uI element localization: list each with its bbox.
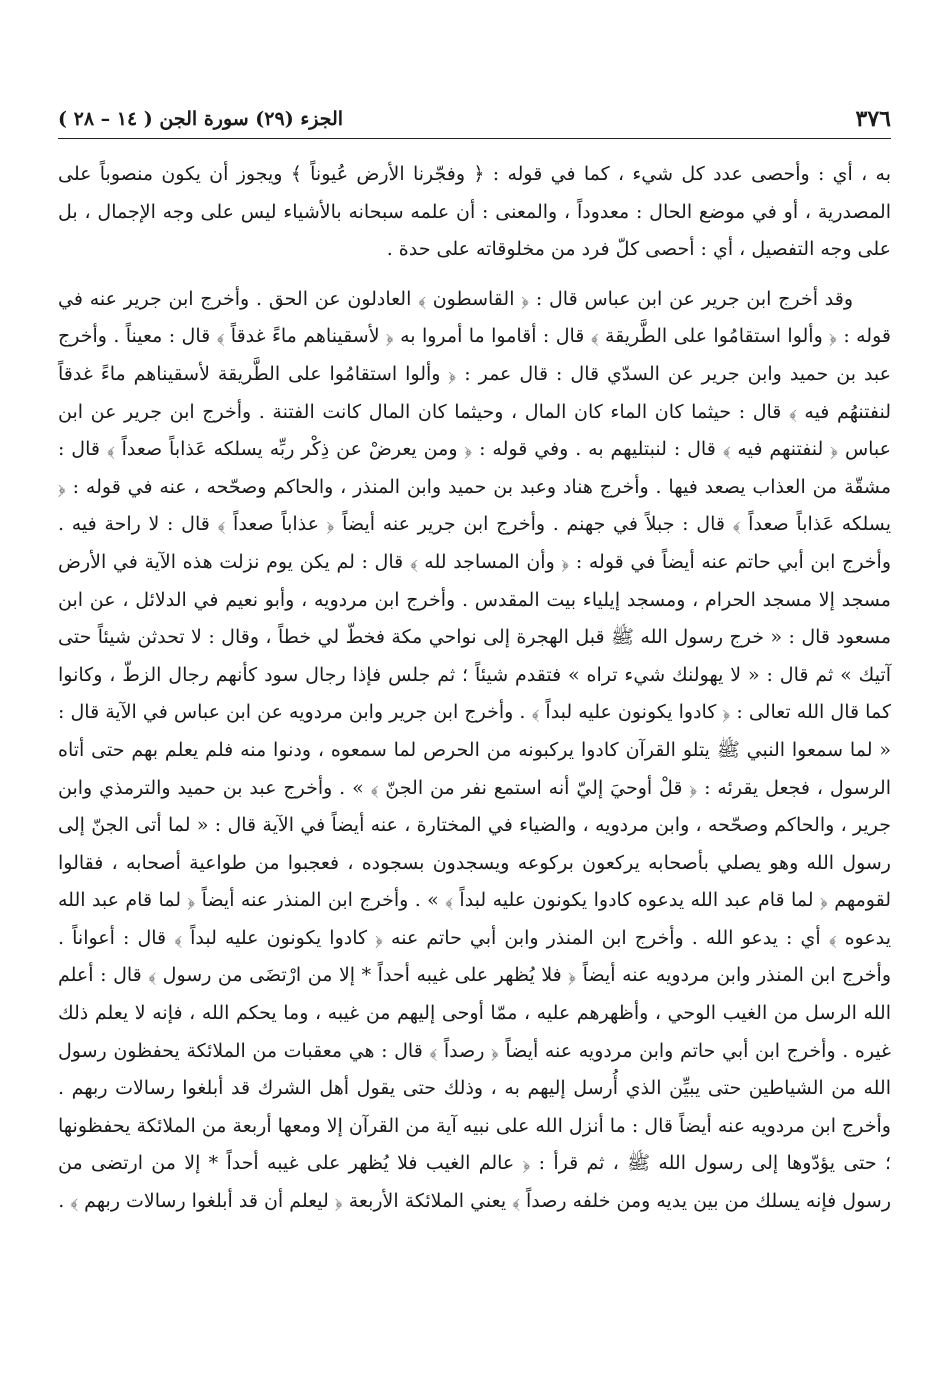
paragraph-2: وقد أخرج ابن جرير عن ابن عباس قال : ﴿ القاسطون ﴾ العادلون عن الحق . وأخرج ابن جرير عنه في قوله : ﴿ وألوا استقامُوا على الطَّريقة ﴾ قال : أقاموا ما أمروا به ﴿ لأسقيناهم ماءً غدقاً ﴾ قال : معيناً . وأخرج عبد بن حميد وابن جرير عن السدّي قال : قال عمر : ﴿ وألوا استقامُوا على الطَّريقة لأسقيناهم ماءً غدقاً لنفتنهُم فيه ﴾ قال : حيثما كان الماء كان المال ، وحيثما كان المال كانت الفتنة . وأخرج ابن جرير عن ابن عباس ﴿ لنفتنهم فيه ﴾ قال : لنبتليهم به . وفي قوله : ﴿ ومن يعرضْ عن ذِكْر ربِّه يسلكه عَذاباً صعداً ﴾ قال : مشقّة من العذاب يصعد فيها . وأخرج هناد وعبد بن حميد وابن المنذر ، والحاكم وصحّحه ، عنه في قوله : ﴿ يسلكه عَذاباً صعداً ﴾ قال : جبلاً في جهنم . وأخرج ابن جرير عنه أيضاً ﴿ عذاباً صعداً ﴾ قال : لا راحة فيه . وأخرج ابن أبي حاتم عنه أيضاً في قوله : ﴿ وأن المساجد لله ﴾ قال : لم يكن يوم نزلت هذه الآية في الأرض مسجد إلا مسجد الحرام ، ومسجد إيلياء بيت المقدس . وأخرج ابن مردويه ، وأبو نعيم في الدلائل ، عن ابن مسعود قال : « خرج رسول الله ﷺ قبل الهجرة إلى نواحي مكة فخطّ لي خطاً ، وقال : لا تحدثن شيئاً حتى آتيك » ثم قال : « لا يهولنك شيء تراه » فتقدم شيئاً ؛ ثم جلس فإذا رجال سود كأنهم رجال الزطّ ، وكانوا كما قال الله تعالى : ﴿ كادوا يكونون عليه لبداً ﴾ . وأخرج ابن جرير وابن مردويه عن ابن عباس في الآية قال : « لما سمعوا النبي ﷺ يتلو القرآن كادوا يركبونه من الحرص لما سمعوه ، ودنوا منه فلم يعلم بهم حتى أتاه الرسول ، فجعل يقرئه : ﴿ قلْ أوحيَ إليّ أنه استمع نفر من الجنّ ﴾ » . وأخرج عبد بن حميد والترمذي وابن جرير ، والحاكم وصحّحه ، وابن مردويه ، والضياء في المختارة ، عنه أيضاً في الآية قال : « لما أتى الجنّ إلى رسول الله وهو يصلي بأصحابه يركعون بركوعه ويسجدون بسجوده ، فعجبوا من طواعية أصحابه ، فقالوا لقومهم ﴿ لما قام عبد الله يدعوه كادوا يكونون عليه لبداً ﴾ » . وأخرج ابن المنذر عنه أيضاً ﴿ لما قام عبد الله يدعوه ﴾ أي : يدعو الله . وأخرج ابن المنذر وابن أبي حاتم عنه ﴿ كادوا يكونون عليه لبداً ﴾ قال : أعواناً . وأخرج ابن المنذر وابن مردويه عنه أيضاً ﴿ فلا يُظهر على غيبه أحداً * إلا من ارْتضَى من رسول ﴾ قال : أعلم الله الرسل من الغيب الوحي ، وأظهرهم عليه ، ممّا أوحى إليهم من غيبه ، وما يحكم الله ، فإنه لا يعلم ذلك غيره . وأخرج ابن أبي حاتم وابن مردويه عنه أيضاً ﴿ رصداً ﴾ قال : هي معقبات من الملائكة يحفظون رسول الله من الشياطين حتى يبيِّن الذي أُرسل إليهم به ، وذلك حتى يقول أهل الشرك قد أبلغوا رسالات ربهم . وأخرج ابن مردويه عنه أيضاً قال : ما أنزل الله على نبيه آية من القرآن إلا ومعها أربعة من الملائكة يحفظونها ؛ حتى يؤدّوها إلى رسول الله ﷺ ، ثم قرأ : ﴿ عالم الغيب فلا يُظهر على غيبه أحداً * إلا من ارتضى من رسول فإنه يسلك من بين يديه ومن خلفه رصداً ﴾ يعني الملائكة الأربعة ﴿ ليعلم أن قد أبلغوا رسالات ربهم ﴾ . <box>58 287 892 1213</box>
paragraph-1: به ، أي : وأحصى عدد كل شيء ، كما في قوله : ﴿ وفجّرنا الأرض عُيوناً ﴾ ويجوز أن يكون منصوباً على المصدرية ، أو في موضع الحال : معدوداً ، والمعنى : أن علمه سبحانه بالأشياء ليس على وجه الإجمال ، بل على وجه التفصيل ، أي : أحصى كلّ فرد من مخلوقاته على حدة . <box>58 163 891 261</box>
page-number: ٣٧٦ <box>855 106 891 132</box>
header-divider <box>58 138 891 139</box>
tafsir-text <box>58 156 891 1221</box>
page-header <box>58 100 891 142</box>
running-title: الجزء (٢٩) سورة الجن ( ١٤ – ٢٨ ) <box>58 108 344 130</box>
